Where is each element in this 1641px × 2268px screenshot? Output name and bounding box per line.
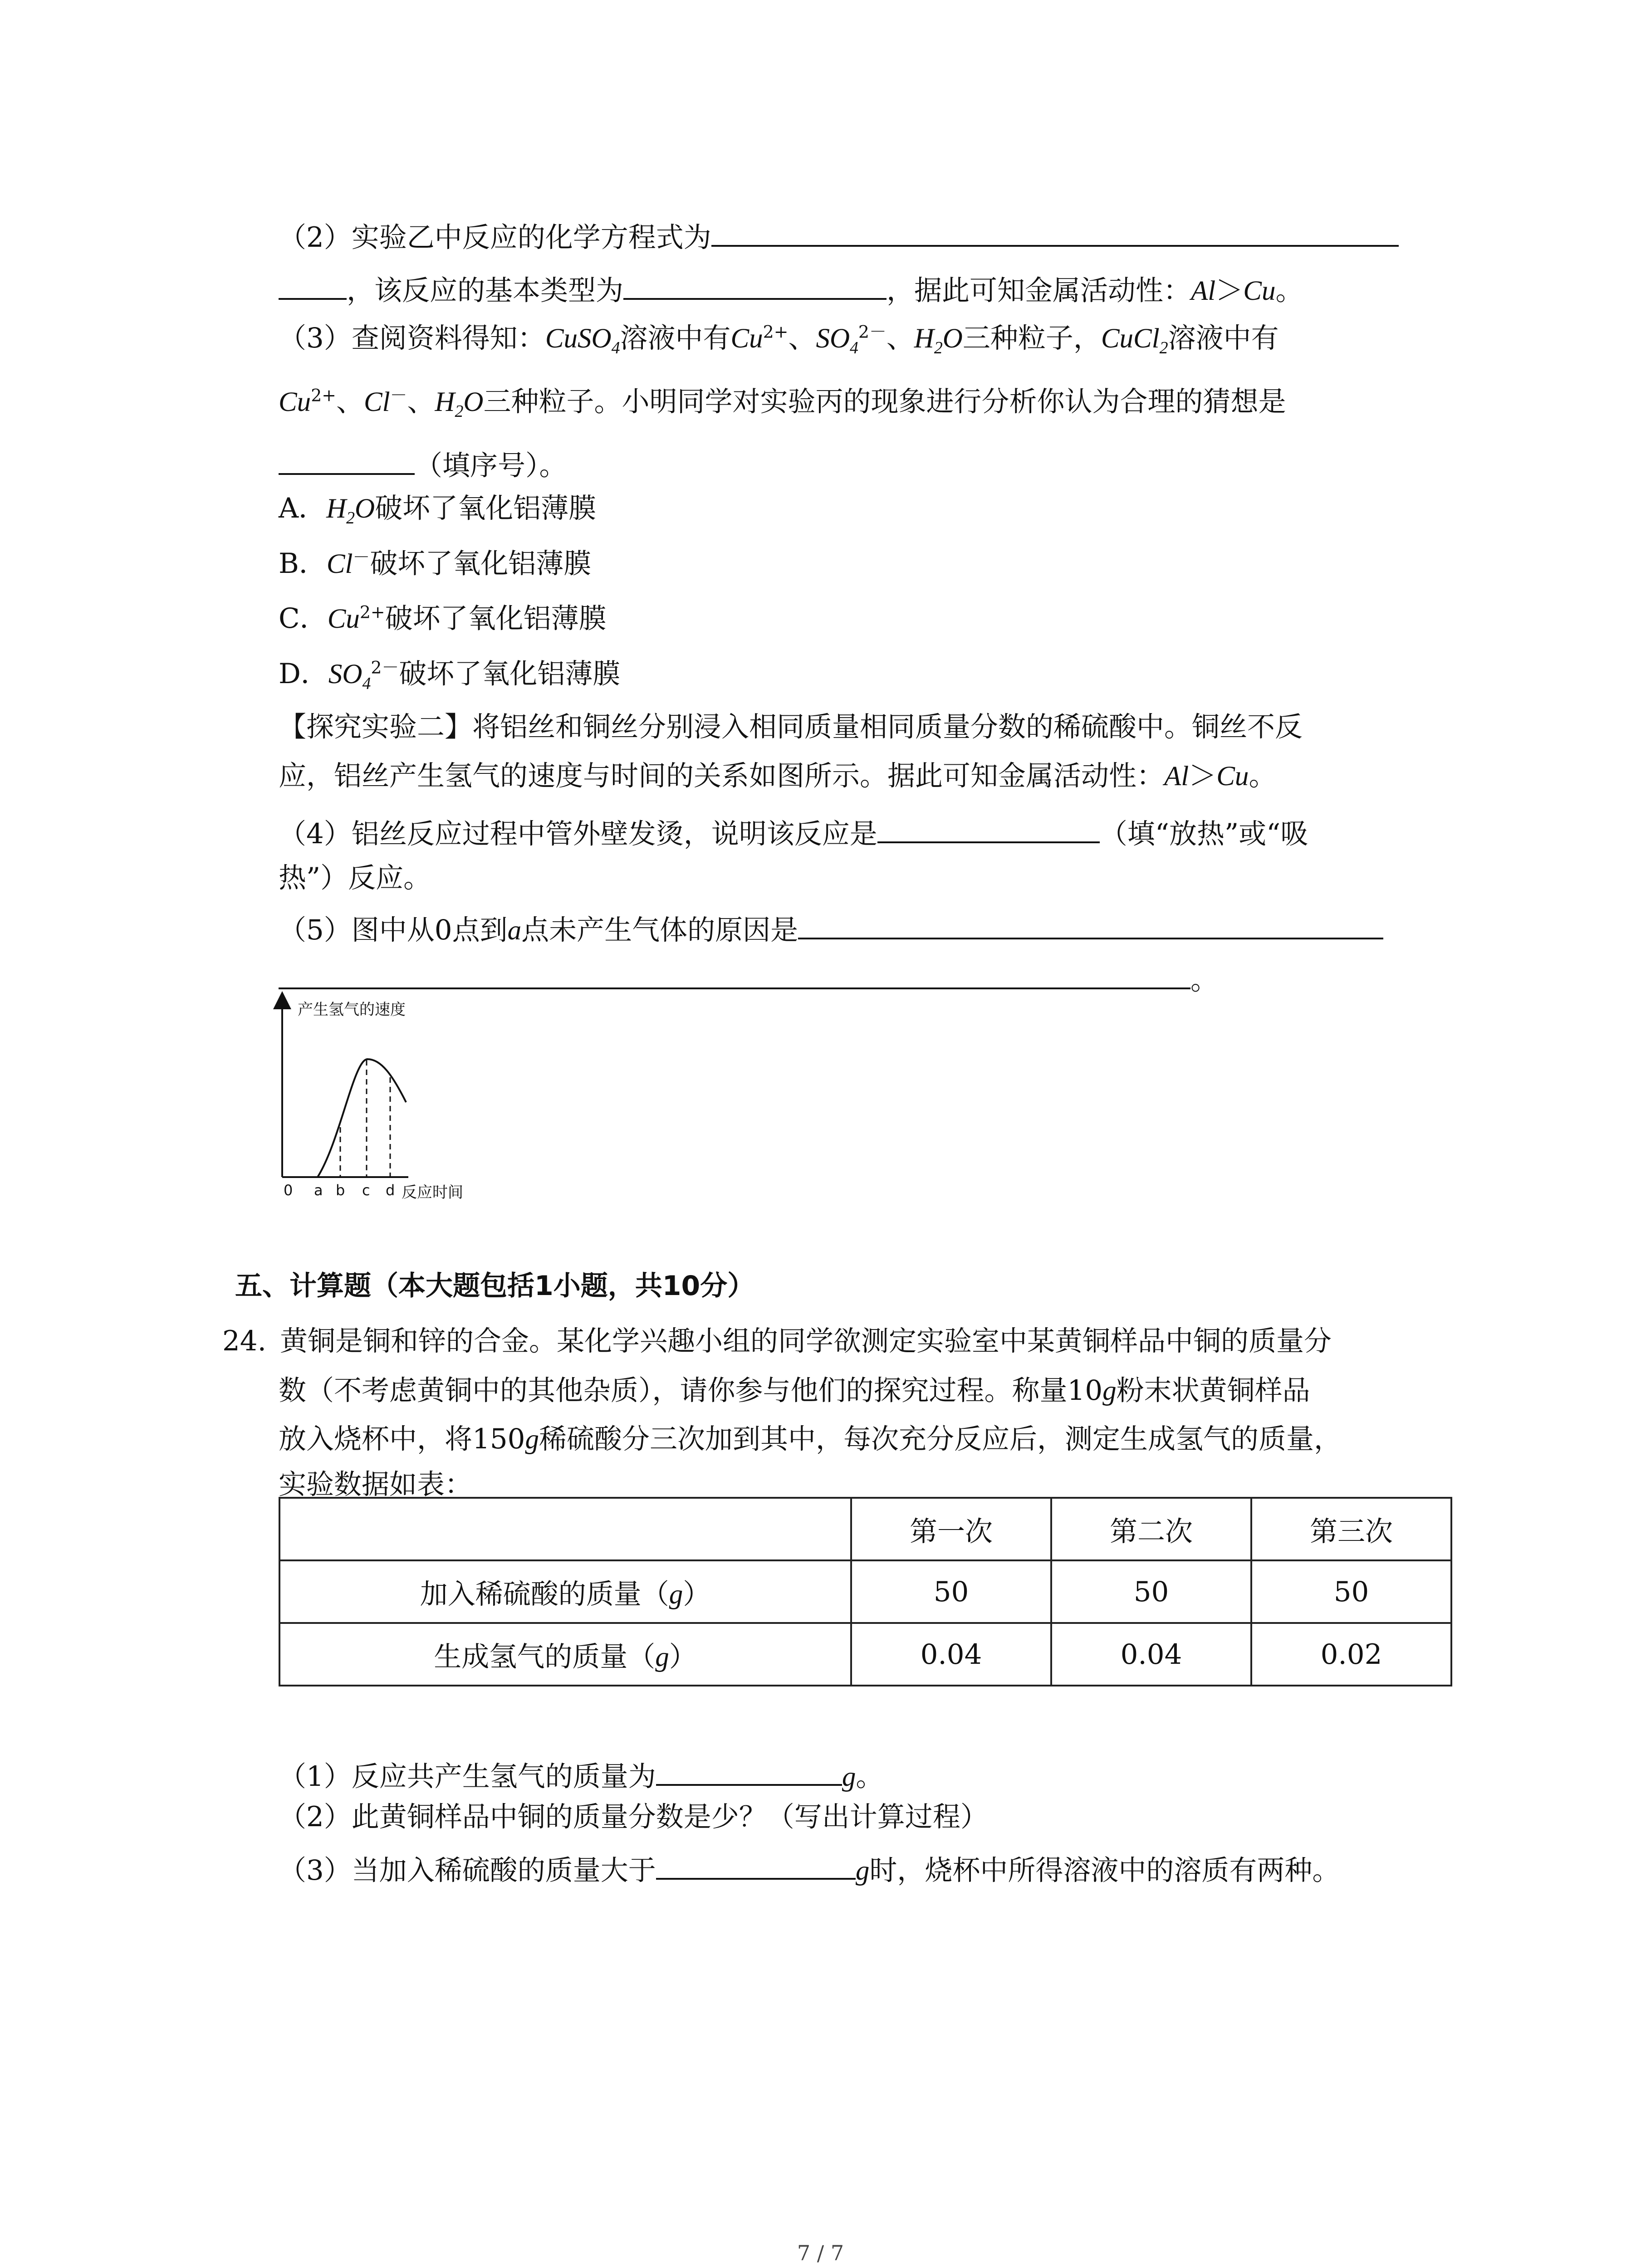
option-d <box>279 657 621 694</box>
cu-symbol: Cu <box>1243 275 1276 306</box>
separator: 、 <box>788 322 816 354</box>
text: 应，铝丝产生氢气的速度与时间的关系如图所示。据此可知金属活动性： <box>279 760 1165 792</box>
explore2-line1 <box>279 713 1303 741</box>
x-axis-label: 反应时间 <box>402 1183 463 1200</box>
table-header-row <box>279 1498 1451 1560</box>
option-a <box>279 492 597 528</box>
option-label: A． <box>279 492 327 524</box>
cu-symbol: Cu <box>1216 761 1249 792</box>
table-header-cell: 第三次 <box>1251 1498 1451 1560</box>
q3-line2 <box>279 385 1286 421</box>
subscript: 4 <box>611 338 620 358</box>
q5-line2 <box>279 963 1218 994</box>
question-number: 24. <box>222 1325 267 1357</box>
table-cell: 0.04 <box>1051 1623 1251 1686</box>
label-text: 生成氢气的质量（ <box>434 1640 656 1673</box>
q24-part1 <box>279 1759 883 1791</box>
q2-line2 <box>279 273 1303 305</box>
so4-ion: SO <box>328 659 362 689</box>
option-text: 破坏了氧化铝薄膜 <box>370 547 592 580</box>
text: 三种粒子。小明同学对实验丙的现象进行分析你认为合理的猜想是 <box>483 386 1286 418</box>
table-row <box>279 1623 1451 1686</box>
page-number: 7 / 7 <box>797 2241 844 2265</box>
data-table <box>279 1497 1452 1686</box>
table-header-cell <box>279 1498 851 1560</box>
q24-line4 <box>279 1468 473 1501</box>
point-a: a <box>507 915 522 946</box>
period: 。 <box>1275 274 1303 307</box>
q24-part2 <box>279 1803 988 1831</box>
unit: g <box>669 1579 683 1610</box>
superscript: 2－ <box>858 322 887 342</box>
text: 数（不考虑黄铜中的其他杂质），请你参与他们的探究过程。称量 <box>279 1374 1068 1407</box>
option-c <box>279 602 607 635</box>
q24-part3 <box>279 1853 1340 1885</box>
superscript: 2+ <box>763 322 789 342</box>
gt-sign: ＞ <box>1189 760 1217 792</box>
superscript: 2+ <box>311 385 336 406</box>
text: 放入烧杯中，将 <box>279 1423 473 1455</box>
q24-line1 <box>222 1327 1332 1355</box>
option-label: C． <box>279 602 328 635</box>
subscript: 2 <box>1159 338 1168 358</box>
q2-equation-blank[interactable] <box>711 220 1399 247</box>
text: 点未产生气体的原因是 <box>521 914 798 946</box>
table-cell: 50 <box>1051 1560 1251 1623</box>
al-symbol: Al <box>1191 275 1216 306</box>
q3-line3 <box>279 448 567 482</box>
p3-answer-blank[interactable] <box>656 1853 856 1880</box>
q2-type-blank[interactable] <box>623 273 887 300</box>
q4-line2 <box>279 864 431 892</box>
unit: g <box>1102 1376 1117 1406</box>
q2-type-prompt: ，该反应的基本类型为 <box>347 274 624 307</box>
unit: g <box>655 1642 669 1672</box>
q5-line1 <box>279 913 1383 944</box>
text: 溶液中有 <box>1168 322 1279 354</box>
period: 。 <box>856 1760 884 1793</box>
al-symbol: Al <box>1164 761 1189 792</box>
tick-c: c <box>362 1182 370 1199</box>
cu-ion: Cu <box>730 323 763 354</box>
subscript: 4 <box>362 674 371 694</box>
q3-prefix: （3）查阅资料得知： <box>279 322 545 354</box>
superscript: 2+ <box>359 602 385 622</box>
oxygen: O <box>463 387 484 417</box>
q5-prompt: （5）图中从0点到 <box>279 914 508 946</box>
option-text: 破坏了氧化铝薄膜 <box>399 658 621 690</box>
number: 10 <box>1067 1374 1103 1407</box>
text: 实验数据如表： <box>279 1468 473 1501</box>
cl-ion: Cl <box>363 387 390 417</box>
q4-prompt: （4）铝丝反应过程中管外壁发烫，说明该反应是 <box>279 817 877 850</box>
tick-a: a <box>314 1182 323 1199</box>
cu-ion: Cu <box>279 387 311 417</box>
subscript: 4 <box>850 338 858 358</box>
label-text: ） <box>669 1640 697 1673</box>
option-text: 破坏了氧化铝薄膜 <box>375 492 597 524</box>
q4-line1 <box>279 816 1308 848</box>
separator: 、 <box>407 386 435 418</box>
option-b <box>279 547 592 580</box>
tick-d: d <box>386 1182 395 1199</box>
reaction-rate-graph <box>263 991 535 1200</box>
option-label: D． <box>279 658 328 690</box>
table-header-cell: 第二次 <box>1051 1498 1251 1560</box>
q2-line1 <box>279 220 1399 254</box>
cu-ion: Cu <box>327 604 360 634</box>
text: 三种粒子， <box>962 322 1101 354</box>
superscript: － <box>390 385 407 406</box>
y-axis-label: 产生氢气的速度 <box>298 1001 406 1019</box>
row-label <box>279 1623 851 1686</box>
unit: g <box>525 1424 539 1455</box>
tick-b: b <box>336 1182 345 1199</box>
q3-line1 <box>279 322 1279 358</box>
text: 黄铜是铜和锌的合金。某化学兴趣小组的同学欲测定实验室中某黄铜样品中铜的质量分 <box>280 1325 1332 1357</box>
q5-answer-blank[interactable] <box>798 913 1383 939</box>
text: （填序号）。 <box>415 449 567 482</box>
q24-line3 <box>279 1425 1342 1453</box>
table-cell: 50 <box>1251 1560 1451 1623</box>
h2o-formula: H <box>435 387 455 417</box>
cucl2-formula: CuCl <box>1101 323 1160 354</box>
h2o-formula: H <box>326 494 347 524</box>
text: 粉末状黄铜样品 <box>1116 1374 1310 1407</box>
unit: g <box>842 1761 856 1792</box>
oxygen: O <box>355 494 375 524</box>
separator: 、 <box>886 322 914 354</box>
text: 溶液中有 <box>620 322 731 354</box>
text: 热”）反应。 <box>279 862 431 894</box>
text: （填“放热”或“吸 <box>1099 817 1308 850</box>
table-cell: 0.02 <box>1251 1623 1451 1686</box>
text: 【探究实验二】将铝丝和铜丝分别浸入相同质量相同质量分数的稀硫酸中。铜丝不反 <box>279 711 1303 743</box>
tick-0: 0 <box>284 1182 293 1199</box>
h2o-formula: H <box>914 323 934 354</box>
text: （1）反应共产生氢气的质量为 <box>279 1760 656 1793</box>
q5-answer-blank-cont[interactable] <box>279 963 1190 989</box>
subscript: 2 <box>455 402 464 421</box>
text: 稀硫酸分三次加到其中，每次充分反应后，测定生成氢气的质量， <box>539 1423 1342 1455</box>
period: 。 <box>1190 963 1219 996</box>
q2-prompt: （2）实验乙中反应的化学方程式为 <box>279 221 711 254</box>
unit: g <box>855 1855 870 1886</box>
table-row <box>279 1560 1451 1623</box>
so4-ion: SO <box>816 323 850 354</box>
gt-sign: ＞ <box>1215 274 1244 307</box>
rate-curve <box>318 1059 406 1177</box>
label-text: 加入稀硫酸的质量（ <box>420 1578 669 1610</box>
cuso4-formula: CuSO <box>545 323 612 354</box>
number: 150 <box>472 1423 525 1455</box>
period: 。 <box>1249 760 1277 792</box>
superscript: 2－ <box>371 657 399 678</box>
section-heading: 五、计算题（本大题包括1小题，共10分） <box>235 1270 755 1302</box>
q2-conclusion: ，据此可知金属活动性： <box>887 274 1191 307</box>
q24-line2 <box>279 1374 1310 1407</box>
option-label: B． <box>279 547 327 580</box>
superscript: － <box>353 547 370 567</box>
subscript: 2 <box>934 338 943 358</box>
label-text: ） <box>683 1578 711 1610</box>
row-label <box>279 1560 851 1623</box>
table-header-cell: 第一次 <box>851 1498 1051 1560</box>
table-cell: 0.04 <box>851 1623 1051 1686</box>
subscript: 2 <box>346 508 355 528</box>
explore2-line2 <box>279 762 1276 790</box>
text: 时，烧杯中所得溶液中的溶质有两种。 <box>869 1854 1340 1887</box>
text: （2）此黄铜样品中铜的质量分数是少？（写出计算过程） <box>279 1801 988 1833</box>
q4-answer-blank[interactable] <box>877 816 1100 843</box>
q2-equation-blank-cont[interactable] <box>279 273 347 300</box>
p1-answer-blank[interactable] <box>656 1759 842 1786</box>
cl-ion: Cl <box>326 549 353 579</box>
table-cell: 50 <box>851 1560 1051 1623</box>
oxygen: O <box>942 323 963 354</box>
option-text: 破坏了氧化铝薄膜 <box>385 602 607 635</box>
text: （3）当加入稀硫酸的质量大于 <box>279 1854 656 1887</box>
separator: 、 <box>336 386 364 418</box>
q3-answer-blank[interactable] <box>279 448 415 475</box>
